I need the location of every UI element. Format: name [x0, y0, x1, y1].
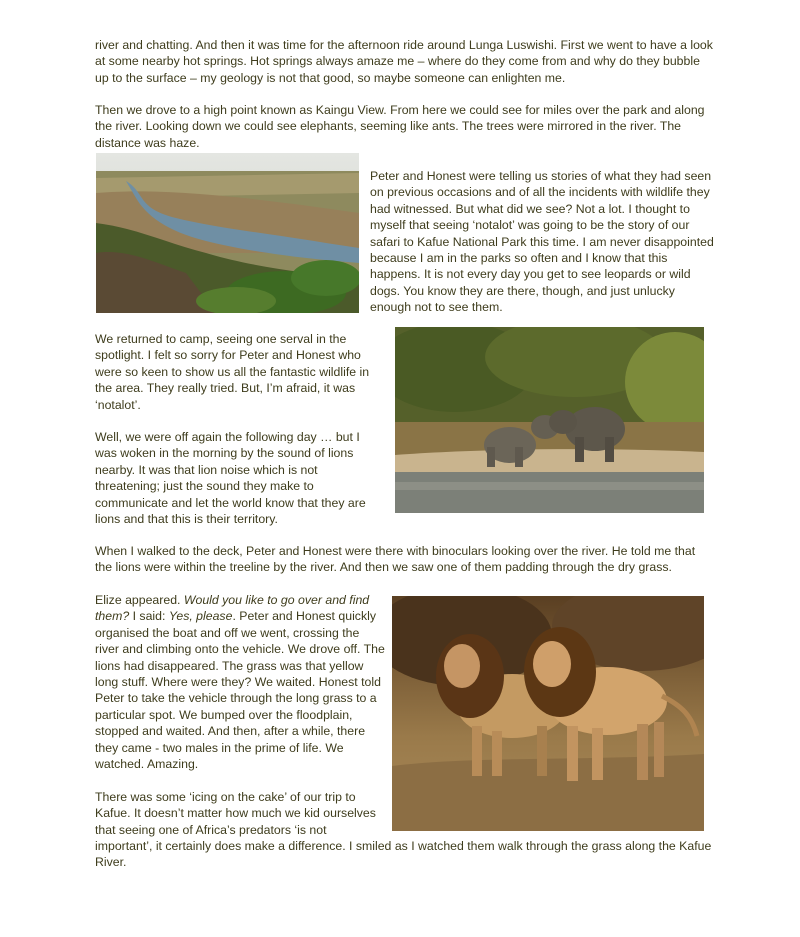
lions-photo	[392, 596, 704, 831]
text-span: I said:	[129, 609, 169, 624]
italic-answer: Yes, please	[168, 609, 233, 624]
paragraph-icing-continued	[95, 838, 715, 871]
paragraph-text: There was some ‘icing on the cake’ of our trip to Kafue. It doesn’t matter how much we kid ourselves that seeing one of Africa’s predators ‘is not	[95, 790, 376, 837]
elephants-photo	[395, 327, 704, 513]
paragraph-text: We returned to camp, seeing one serval in the spotlight. I felt so sorry for Peter and Honest who were so keen to show us all the fantastic wildlife in the area. They really tried. But, I’m afraid, it was ‘notalot’.	[95, 332, 370, 412]
paragraph-text	[95, 592, 385, 772]
paragraph-text: Then we drove to a high point known as Kaingu View. From here we could see for miles over the park and along the river. Looking down we could see elephants, seeming like ants. The trees were mirrored in the river. The distance was haze.	[95, 103, 705, 150]
paragraph-text: river and chatting. And then it was time for the afternoon ride around Lunga Luswishi. First we went to have a look at some nearby hot springs. Hot springs always amaze me – where do they come from and why do they bubble up to the surface – my geology is not that good, so maybe someone can enlighten me.	[95, 38, 713, 85]
text-span: Elize appeared.	[95, 593, 184, 607]
river-view-photo	[96, 153, 359, 313]
paragraph-serval	[95, 331, 385, 413]
paragraph-lions-sound	[95, 429, 385, 527]
paragraph-notalot	[370, 168, 715, 316]
paragraph-deck	[95, 543, 715, 576]
paragraph-icing	[95, 789, 385, 838]
paragraph-text: Peter and Honest were telling us stories of what they had seen on previous occasions and of all the incidents with wildlife they had witnessed. But what did we see? Not a lot. I thought to myself that seeing ‘notalot’ was going to be the story of our safari to Kafue National Park this time. I am never disappointed because I am in the parks so often and I know that this happens. It is not every day you get to see leopards or wild dogs. You know they are there, though, and just unlucky enough not to see them.	[370, 169, 714, 315]
paragraph-hot-springs	[95, 37, 715, 86]
paragraph-elize	[95, 592, 385, 772]
paragraph-text: important’, it certainly does make a difference. I smiled as I watched them walk through the grass along the Kafue River.	[95, 839, 712, 870]
paragraph-kaingu-view	[95, 102, 715, 151]
text-span: . Peter and Honest quickly organised the boat and off we went, crossing the river and climbing onto the vehicle. We drove off. The lions had disappeared. The grass was that yellow long stuff. Where were they? We waited. Honest told Peter to take the vehicle through the long grass to a particular spot. We bumped over the floodplain, stopped and waited. And then, after a while, there they came - two males in the prime of life. We watched. Amazing.	[95, 609, 385, 772]
paragraph-text: When I walked to the deck, Peter and Honest were there with binoculars looking over the river. He told me that the lions were within the treeline by the river. And then we saw one of them padding through the dry grass.	[95, 544, 696, 575]
paragraph-text: Well, we were off again the following day … but I was woken in the morning by the sound of lions nearby. It was that lion noise which is not threatening; just the sound they make to communicate and let the world know that they are lions and that this is their territory.	[95, 430, 366, 527]
italic-question: Would you like to go over and find them?	[95, 593, 370, 624]
